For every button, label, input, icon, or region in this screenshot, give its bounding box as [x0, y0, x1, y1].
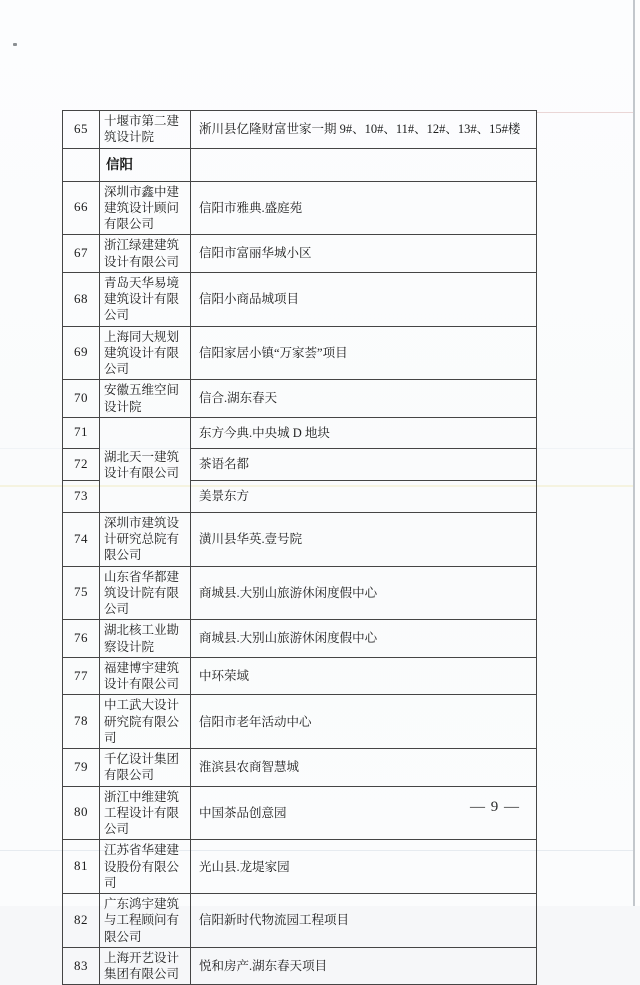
project-cell: 中环荣域 [191, 657, 537, 695]
row-number-cell-empty [63, 148, 100, 181]
project-cell: 潢川县华英.壹号院 [191, 512, 537, 566]
table-row [63, 380, 537, 418]
table-row [63, 620, 537, 658]
project-cell: 信阳市老年活动中心 [191, 695, 537, 749]
row-number-cell: 67 [63, 235, 100, 273]
table-row [63, 272, 537, 326]
row-number-cell: 80 [63, 786, 100, 840]
project-cell: 悦和房产.湖东春天项目 [191, 947, 537, 985]
row-number-cell: 69 [63, 326, 100, 380]
table-row [63, 326, 537, 380]
scan-artifact-line [536, 112, 633, 113]
row-number-cell: 75 [63, 566, 100, 620]
project-cell: 中国茶品创意园 [191, 786, 537, 840]
project-cell: 茶语名都 [191, 448, 537, 480]
row-number-cell: 70 [63, 380, 100, 418]
table-row [63, 512, 537, 566]
row-number-cell: 66 [63, 181, 100, 235]
project-cell: 美景东方 [191, 480, 537, 512]
table-row [63, 749, 537, 787]
company-cell: 浙江绿建建筑设计有限公司 [100, 235, 191, 273]
section-row [63, 148, 537, 181]
table-row [63, 111, 537, 149]
project-cell: 信合.湖东春天 [191, 380, 537, 418]
row-number-cell: 79 [63, 749, 100, 787]
company-cell: 安徽五维空间设计院 [100, 380, 191, 418]
table-row [63, 181, 537, 235]
company-cell: 深圳市鑫中建建筑设计顾问有限公司 [100, 181, 191, 235]
company-cell: 千亿设计集团有限公司 [100, 749, 191, 787]
project-cell: 信阳新时代物流园工程项目 [191, 894, 537, 948]
row-number-cell: 65 [63, 111, 100, 149]
row-number-cell: 77 [63, 657, 100, 695]
company-cell: 福建博宇建筑设计有限公司 [100, 657, 191, 695]
company-cell: 浙江中维建筑工程设计有限公司 [100, 786, 191, 840]
project-cell: 商城县.大别山旅游休闲度假中心 [191, 566, 537, 620]
project-cell: 淅川县亿隆财富世家一期 9#、10#、11#、12#、13#、15#楼 [191, 111, 537, 149]
company-cell: 江苏省华建建设股份有限公司 [100, 840, 191, 894]
project-cell: 信阳市富丽华城小区 [191, 235, 537, 273]
project-cell: 光山县.龙堤家园 [191, 840, 537, 894]
project-cell: 东方今典.中央城 D 地块 [191, 417, 537, 448]
row-number-cell: 81 [63, 840, 100, 894]
row-number-cell: 78 [63, 695, 100, 749]
section-label: 信阳 [100, 148, 191, 181]
page-number: — 9 — [470, 799, 520, 815]
row-number-cell: 72 [63, 448, 100, 480]
scan-speck [13, 43, 17, 46]
table-row [63, 840, 537, 894]
row-number-cell: 83 [63, 947, 100, 985]
table-row [63, 235, 537, 273]
row-number-cell: 82 [63, 894, 100, 948]
company-cell: 青岛天华易境建筑设计有限公司 [100, 272, 191, 326]
row-number-cell: 71 [63, 417, 100, 448]
company-cell: 中工武大设计研究院有限公司 [100, 695, 191, 749]
row-number-cell: 68 [63, 272, 100, 326]
company-cell: 上海开艺设计集团有限公司 [100, 947, 191, 985]
design-firms-table [62, 110, 537, 985]
table-row [63, 894, 537, 948]
company-cell: 深圳市建筑设计研究总院有限公司 [100, 512, 191, 566]
company-cell-merged: 湖北天一建筑设计有限公司 [100, 417, 191, 512]
project-cell: 信阳小商品城项目 [191, 272, 537, 326]
company-cell: 山东省华都建筑设计院有限公司 [100, 566, 191, 620]
company-cell: 湖北核工业勘察设计院 [100, 620, 191, 658]
table-row [63, 947, 537, 985]
project-cell: 商城县.大别山旅游休闲度假中心 [191, 620, 537, 658]
table-row [63, 566, 537, 620]
project-cell: 淮滨县农商智慧城 [191, 749, 537, 787]
project-cell-empty [191, 148, 537, 181]
row-number-cell: 74 [63, 512, 100, 566]
paper-edge-margin [635, 0, 640, 906]
table-row [63, 695, 537, 749]
row-number-cell: 73 [63, 480, 100, 512]
company-cell: 十堰市第二建筑设计院 [100, 111, 191, 149]
project-cell: 信阳家居小镇“万家荟”项目 [191, 326, 537, 380]
row-number-cell: 76 [63, 620, 100, 658]
table-row [63, 657, 537, 695]
company-cell: 上海同大规划建筑设计有限公司 [100, 326, 191, 380]
company-cell: 广东鸿宇建筑与工程顾问有限公司 [100, 894, 191, 948]
project-cell: 信阳市雅典.盛庭苑 [191, 181, 537, 235]
table-row [63, 417, 537, 448]
